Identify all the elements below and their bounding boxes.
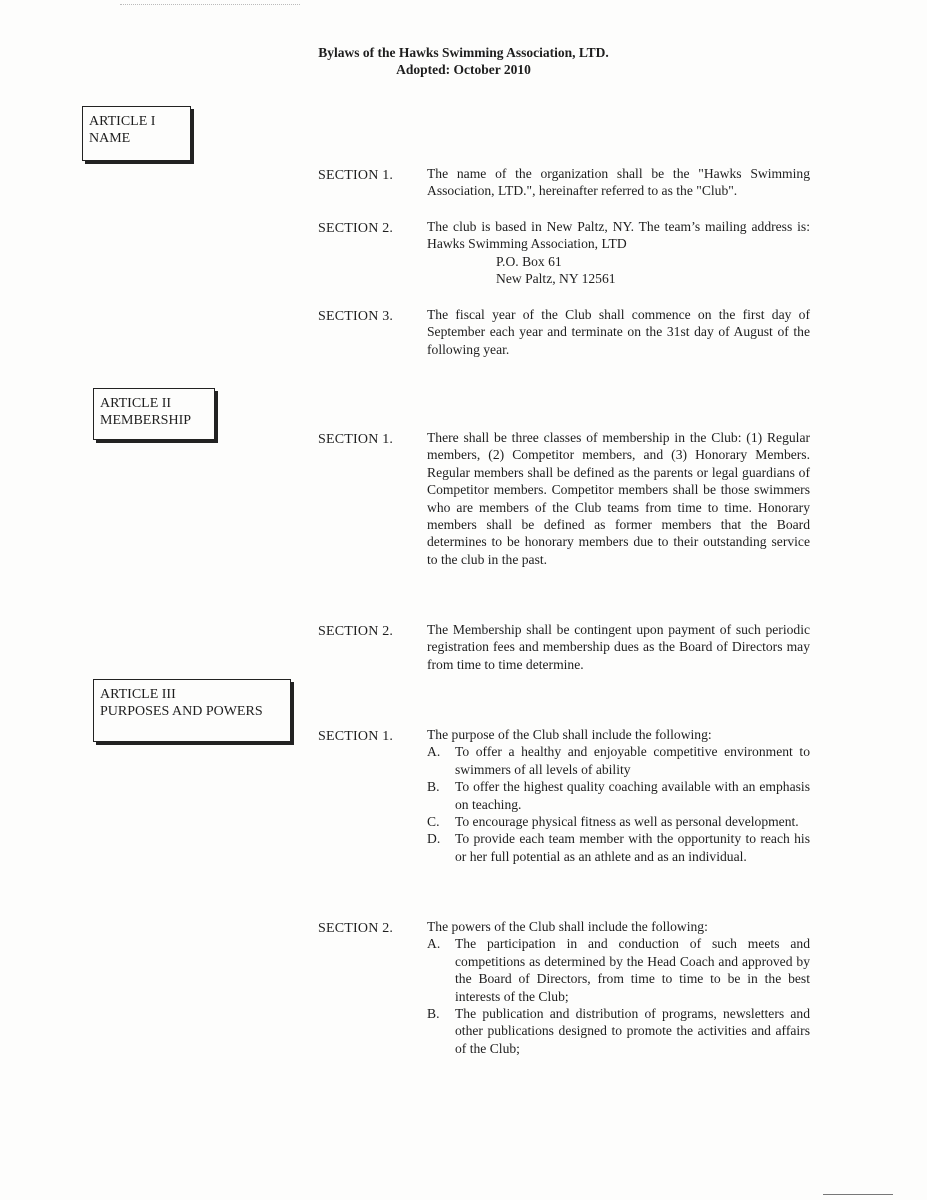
list-item	[427, 830, 810, 865]
article-2-section-1-text	[427, 429, 810, 568]
scan-artifact	[120, 4, 300, 7]
article-3-section-2-text	[427, 918, 810, 1057]
powers-list	[427, 935, 810, 1057]
item-marker: B.	[427, 779, 440, 795]
article-2-label: ARTICLE II	[100, 396, 172, 411]
section-intro: The powers of the Club shall include the following:	[427, 919, 708, 934]
article-1-label: ARTICLE I	[89, 114, 156, 129]
address-line-po-box: P.O. Box 61	[496, 253, 562, 269]
list-item	[427, 813, 810, 830]
article-1-section-1-text	[427, 165, 810, 200]
item-marker: D.	[427, 831, 441, 847]
article-1-section-1-label: SECTION 1.	[318, 168, 394, 183]
article-3-section-2-label: SECTION 2.	[318, 921, 394, 936]
list-item	[427, 778, 810, 813]
item-text: The participation in and conduction of such meets and competitions as determined by the Head Coach and approved by the Board of Directors, from time to time to be in the best interests of the Club;	[455, 936, 810, 1004]
item-text: The publication and distribution of programs, newsletters and other publications designed to promote the activities and affairs of the Club;	[455, 1006, 810, 1056]
item-marker: A.	[427, 744, 441, 760]
article-1-name: NAME	[89, 131, 131, 146]
article-3-label: ARTICLE III	[100, 687, 176, 702]
section-text: The name of the organization shall be the "Hawks Swimming Association, LTD.", hereinafter referred to as the "Club".	[427, 166, 810, 199]
section-text: The fiscal year of the Club shall commence on the first day of September each year and terminate on the 31st day of August of the following year.	[427, 307, 810, 357]
article-2-name: MEMBERSHIP	[100, 413, 192, 428]
item-marker: B.	[427, 1006, 440, 1022]
list-item	[427, 1005, 810, 1057]
list-item	[427, 935, 810, 1005]
article-3-box	[93, 679, 291, 742]
article-1-box	[82, 106, 191, 161]
article-3-section-1-label: SECTION 1.	[318, 729, 394, 744]
item-text: To offer the highest quality coaching available with an emphasis on teaching.	[455, 779, 810, 812]
item-text: To offer a healthy and enjoyable competitive environment to swimmers of all levels of ability	[455, 744, 810, 777]
article-3-section-1-text	[427, 726, 810, 865]
list-item	[427, 743, 810, 778]
article-2-section-1-label: SECTION 1.	[318, 432, 394, 447]
article-1-section-2-text	[427, 218, 810, 288]
purpose-list	[427, 743, 810, 865]
address-line-city: New Paltz, NY 12561	[496, 271, 616, 287]
item-marker: C.	[427, 814, 440, 830]
item-marker: A.	[427, 936, 441, 952]
footer-rule	[823, 1194, 893, 1195]
title-line: Bylaws of the Hawks Swimming Association, LTD.	[318, 45, 609, 60]
section-text: There shall be three classes of membership in the Club: (1) Regular members, (2) Competitor members, and (3) Honorary Members. Regular members shall be defined as the parents or legal guardians of Competitor members. Competitor members shall be those swimmers who are members of the Club teams from time to time. Honorary members shall be defined as former members that the Board determines to be honorary members due to their outstanding service to the club in the past.	[427, 430, 810, 567]
article-1-section-3-label: SECTION 3.	[318, 309, 394, 324]
section-text: The Membership shall be contingent upon payment of such periodic registration fees and membership dues as the Board of Directors may from time to time determine.	[427, 622, 810, 672]
section-text: The club is based in New Paltz, NY. The team’s mailing address is: Hawks Swimming Association, LTD	[427, 219, 810, 252]
article-2-section-2-text	[427, 621, 810, 673]
item-text: To encourage physical fitness as well as personal development.	[455, 814, 799, 830]
item-text: To provide each team member with the opportunity to reach his or her full potential as an athlete and as an individual.	[455, 831, 810, 864]
article-1-section-3-text	[427, 306, 810, 358]
section-intro: The purpose of the Club shall include the following:	[427, 727, 712, 742]
document-title	[0, 44, 927, 78]
article-3-name: PURPOSES AND POWERS	[100, 704, 263, 719]
article-2-box	[93, 388, 215, 440]
article-2-section-2-label: SECTION 2.	[318, 624, 394, 639]
adopted-line: Adopted: October 2010	[396, 62, 531, 77]
article-1-section-2-label: SECTION 2.	[318, 221, 394, 236]
